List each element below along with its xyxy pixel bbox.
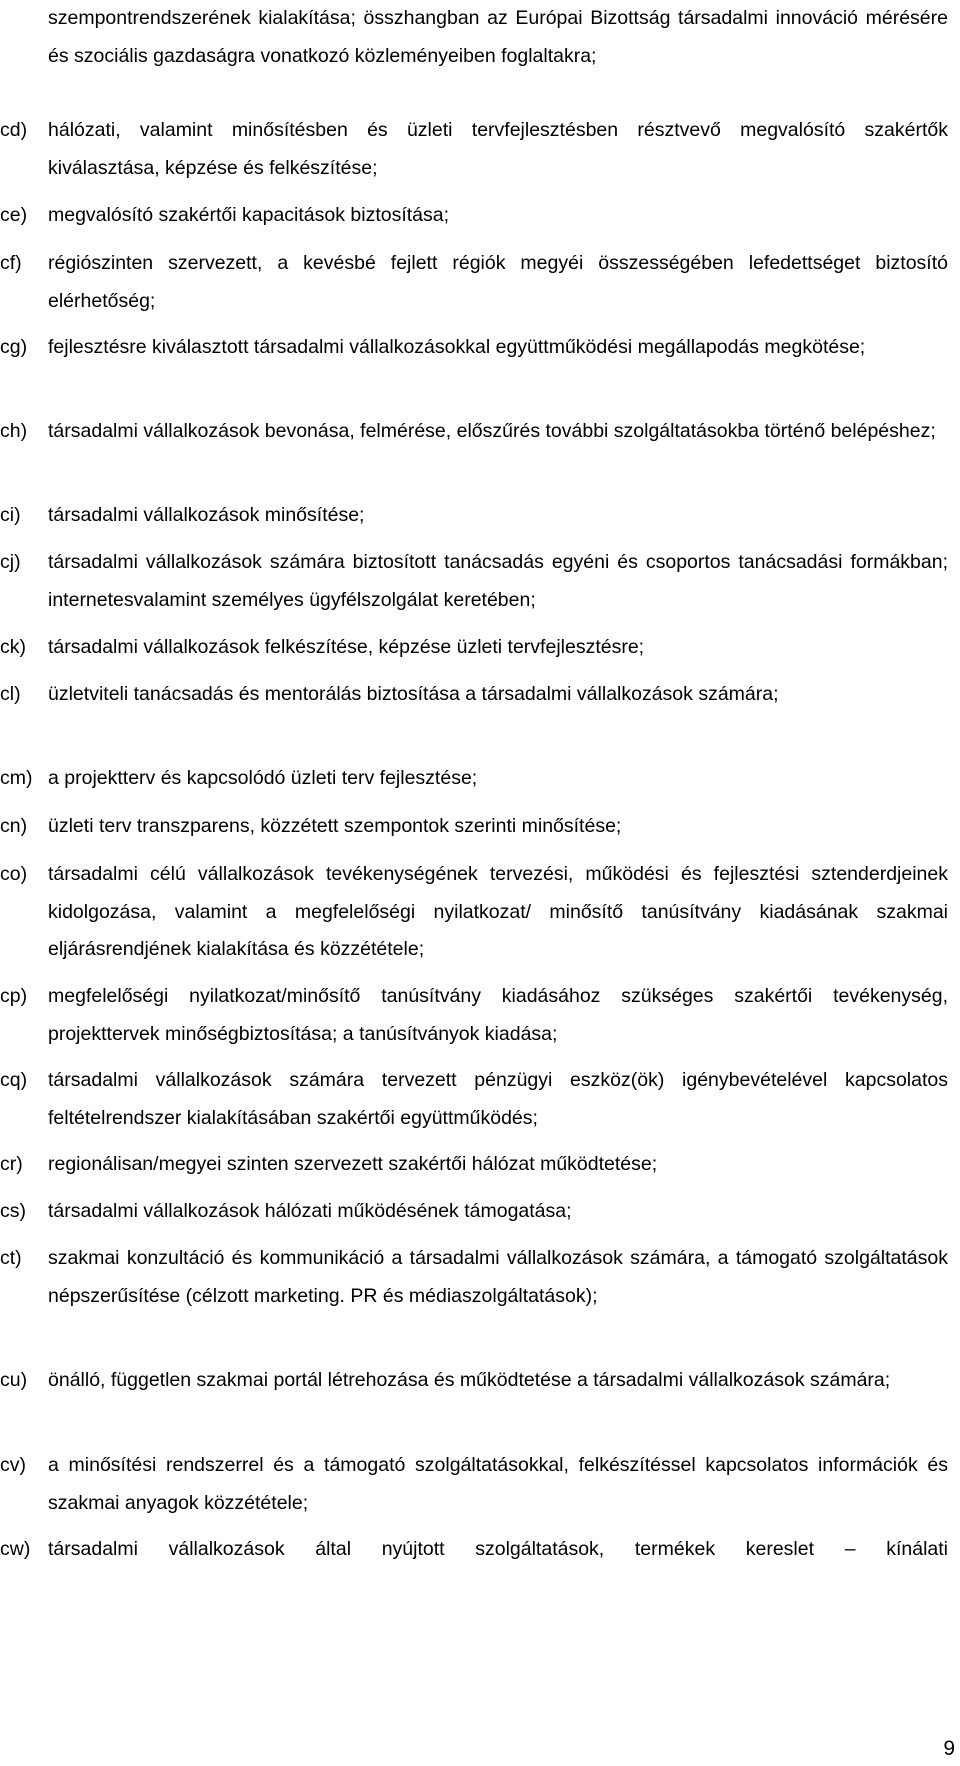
list-marker: cw)	[0, 1538, 31, 1560]
list-marker: cm)	[0, 767, 33, 789]
list-marker: cf)	[0, 252, 22, 274]
intro-paragraph: szempontrendszerének kialakítása; összhangban az Európai Bizottság társadalmi innováció mérésére és szociális gazdaságra vonatkozó közleményeiben foglaltakra;	[48, 7, 948, 67]
list-item-text: a projektterv és kapcsolódó üzleti terv fejlesztése;	[48, 767, 478, 789]
list-marker: cr)	[0, 1153, 23, 1175]
page-number: 9	[943, 1737, 955, 1760]
list-item-text: szakmai konzultáció és kommunikáció a társadalmi vállalkozások számára, a támogató szolgáltatások népszerűsítése (célzott marketing. PR és médiaszolgáltatások);	[48, 1247, 948, 1307]
list-item-text: hálózati, valamint minősítésben és üzleti tervfejlesztésben résztvevő megvalósító szakértők kiválasztása, képzése és felkészítése;	[48, 119, 948, 179]
list-item-text: társadalmi vállalkozások által nyújtott szolgáltatások, termékek kereslet – kínálati	[48, 1538, 948, 1560]
list-marker: ci)	[0, 504, 21, 526]
list-item-text: társadalmi vállalkozások felkészítése, képzése üzleti tervfejlesztésre;	[48, 636, 645, 658]
list-item-text: üzletviteli tanácsadás és mentorálás biztosítása a társadalmi vállalkozások számára;	[48, 683, 779, 705]
list-marker: cv)	[0, 1454, 26, 1476]
list-marker: cl)	[0, 683, 21, 705]
list-item-text: regionálisan/megyei szinten szervezett szakértői hálózat működtetése;	[48, 1153, 658, 1175]
list-item-text: társadalmi célú vállalkozások tevékenységének tervezési, működési és fejlesztési sztenderdjeinek kidolgozása, valamint a megfelelőségi nyilatkozat/ minősítő tanúsítvány kiadásának szakmai eljárásrendjének kialakítása és közzététele;	[48, 863, 948, 960]
list-item-text: társadalmi vállalkozások bevonása, felmérése, előszűrés további szolgáltatásokba történő belépéshez;	[48, 420, 936, 442]
list-item-text: megfelelőségi nyilatkozat/minősítő tanúsítvány kiadásához szükséges szakértői tevékenység, projekttervek minőségbiztosítása; a tanúsítványok kiadása;	[48, 985, 948, 1045]
list-item-text: önálló, független szakmai portál létrehozása és működtetése a társadalmi vállalkozások számára;	[48, 1369, 891, 1391]
list-marker: co)	[0, 863, 28, 885]
list-marker: ce)	[0, 204, 28, 226]
list-item-text: társadalmi vállalkozások minősítése;	[48, 504, 365, 526]
list-marker: cu)	[0, 1369, 28, 1391]
list-marker: cp)	[0, 985, 28, 1007]
list-item-text: a minősítési rendszerrel és a támogató szolgáltatásokkal, felkészítéssel kapcsolatos információk és szakmai anyagok közzététele;	[48, 1454, 948, 1514]
list-marker: cn)	[0, 815, 28, 837]
list-marker: cj)	[0, 551, 21, 573]
list-marker: cg)	[0, 336, 28, 358]
list-item-text: társadalmi vállalkozások számára tervezett pénzügyi eszköz(ök) igénybevételével kapcsolatos feltételrendszer kialakításában szakértői együttműködés;	[48, 1069, 948, 1129]
list-item-text: megvalósító szakértői kapacitások biztosítása;	[48, 204, 450, 226]
list-marker: cs)	[0, 1200, 26, 1222]
list-marker: ch)	[0, 420, 28, 442]
list-marker: ct)	[0, 1247, 22, 1269]
list-item-text: fejlesztésre kiválasztott társadalmi vállalkozásokkal együttműködési megállapodás megkötése;	[48, 336, 866, 358]
list-marker: cd)	[0, 119, 28, 141]
list-item-text: társadalmi vállalkozások számára biztosított tanácsadás egyéni és csoportos tanácsadási formákban; internetesvalamint személyes ügyfélszolgálat keretében;	[48, 551, 948, 611]
list-item-text: régiószinten szervezett, a kevésbé fejlett régiók megyéi összességében lefedettséget biztosító elérhetőség;	[48, 252, 948, 312]
list-item-text: üzleti terv transzparens, közzétett szempontok szerinti minősítése;	[48, 815, 622, 837]
list-item-text: társadalmi vállalkozások hálózati működésének támogatása;	[48, 1200, 572, 1222]
list-marker: ck)	[0, 636, 26, 658]
list-marker: cq)	[0, 1069, 28, 1091]
